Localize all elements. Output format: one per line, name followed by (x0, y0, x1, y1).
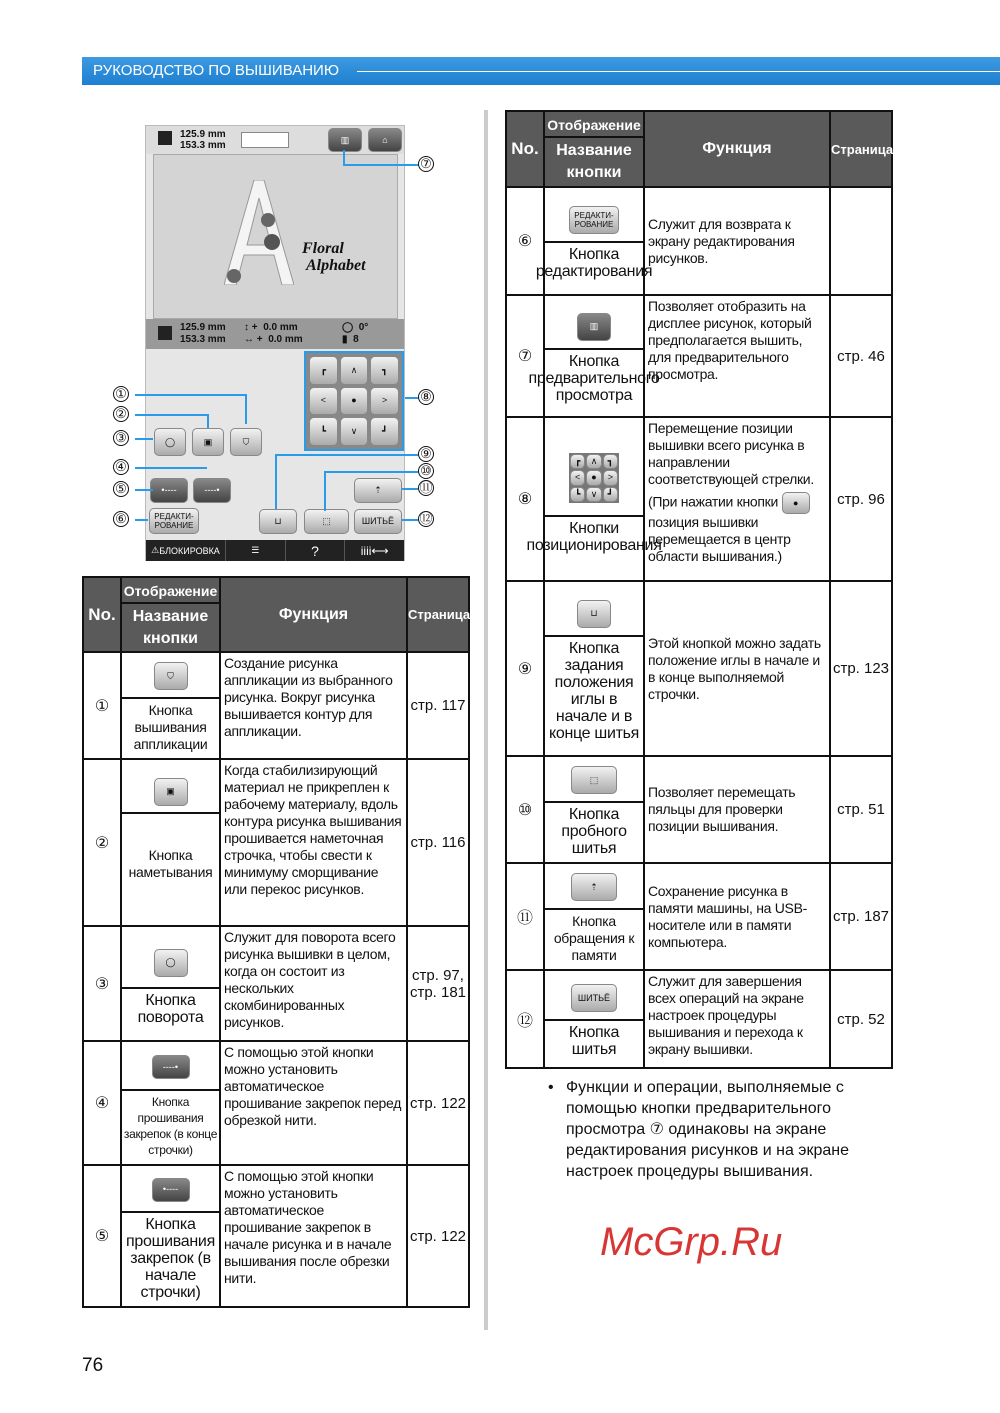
function-text: С помощью этой кнопки можно установить автоматическое прошивание закрепок в начале рисунка и в начале вышивания после обрезки нити. (220, 1165, 407, 1307)
memory-button[interactable]: ⇡ (354, 478, 402, 503)
page-ref: стр. 117 (407, 652, 469, 759)
positioning-pad (304, 351, 404, 451)
function-text (644, 417, 830, 581)
page-ref: стр. 122 (407, 1041, 469, 1165)
callout-line (135, 489, 153, 491)
banner-line (357, 71, 1000, 72)
callout-line (324, 471, 326, 511)
callout-4: ④ (113, 459, 129, 475)
sew-button[interactable]: ШИТЬЁ (354, 509, 402, 534)
button-cell (526, 417, 662, 581)
positioning-icon: ┏ ∧ ┓ < ● > ┗ ∨ ┛ (569, 453, 619, 503)
page-ref: стр. 46 (830, 295, 892, 417)
basting-button[interactable]: ▣ (192, 428, 224, 456)
button-name: Кнопка задания положения иглы в начале и в конце шитья (548, 639, 640, 742)
buttons-table-right (505, 110, 893, 1069)
page-ref: стр. 187 (830, 863, 892, 970)
function-text: Сохранение рисунка в памяти машины, на USB-носителе или в памяти компьютера. (644, 863, 830, 970)
preview-button[interactable]: ▥ (328, 128, 362, 152)
button-name: Кнопка редактирования (535, 246, 653, 280)
table-row (506, 970, 892, 1068)
callout-line (245, 394, 247, 424)
start-tack-button[interactable]: •---- (150, 478, 188, 503)
callout-5: ⑤ (113, 481, 129, 497)
button-name: Кнопка наметывания (128, 847, 213, 880)
column-divider (484, 110, 488, 1330)
end-tack-button[interactable]: ----• (193, 478, 231, 503)
callout-line (275, 454, 277, 509)
page-ref: стр. 51 (830, 756, 892, 863)
row-number: ⑫ (506, 970, 544, 1068)
move-up-left-button[interactable]: ┏ (309, 356, 338, 385)
table-row (506, 863, 892, 970)
callout-line (343, 164, 418, 166)
table-row (83, 926, 469, 1041)
button-cell (544, 863, 644, 970)
header-display: Отображение (122, 580, 219, 604)
note-text: Функции и операции, выполняемые с помощью кнопки предварительного просмотра ⑦ одинаковы на экране редактирования рисунков и на экране настроек процедуры вышивания. (566, 1079, 849, 1180)
page-ref: стр. 52 (830, 970, 892, 1068)
button-cell (535, 187, 653, 295)
function-text: Служит для возврата к экрану редактирования рисунков. (644, 187, 830, 295)
bar-size: 125.9 mm 153.3 mm (180, 322, 226, 345)
page-ref: стр. 122 (407, 1165, 469, 1307)
row-number: ⑪ (506, 863, 544, 970)
bullet: • (548, 1079, 554, 1096)
callout-line (402, 488, 418, 490)
start-tack-icon: •---- (152, 1178, 190, 1202)
table-row (83, 1041, 469, 1165)
row-number: ④ (83, 1041, 121, 1165)
function-text-main: Перемещение позиции вышивки всего рисунка в направлении соответствующей стрелки. (648, 420, 814, 487)
table-row (506, 187, 892, 295)
table-row (83, 759, 469, 926)
right-column (505, 110, 894, 1182)
header-name: Название кнопки (556, 142, 632, 181)
button-name: Кнопки позиционирования (526, 520, 662, 554)
button-cell (544, 970, 644, 1068)
button-name: Кнопка поворота (137, 991, 204, 1026)
header-page: Страница (830, 111, 892, 187)
button-cell (544, 581, 644, 756)
section-banner (82, 57, 1000, 85)
callout-8: ⑧ (418, 389, 434, 405)
function-text: Служит для поворота всего рисунка вышивки в целом, когда он состоит из нескольких скомбинированных рисунков. (220, 926, 407, 1041)
size-readout: 125.9 mm 153.3 mm (180, 129, 226, 151)
status-bar (146, 319, 404, 349)
table-row (506, 417, 892, 581)
table-row (506, 295, 892, 417)
page-number: 76 (82, 1355, 104, 1376)
callout-line (135, 394, 245, 396)
row-number: ⑦ (506, 295, 544, 417)
callout-3: ③ (113, 430, 129, 446)
screen-bottom-bar (146, 540, 404, 561)
edit-button[interactable]: РЕДАКТИ-РОВАНИЕ (149, 508, 199, 534)
edit-icon: РЕДАКТИ-РОВАНИЕ (569, 206, 619, 234)
trial-icon: ⬚ (571, 766, 617, 794)
move-right-button[interactable]: > (370, 387, 399, 416)
function-text-note: (При нажатии кнопки ● позиция вышивки перемещается в центр области вышивания.) (648, 492, 826, 565)
button-cell (528, 295, 660, 417)
design-text: Floral Alphabet (302, 240, 366, 274)
function-text: Создание рисунка аппликации из выбранного рисунка. Вокруг рисунка вышивается контур для аппликации. (220, 652, 407, 759)
function-text: Служит для завершения всех операций на экране настроек процедуры вышивания и перехода к экрану вышивки. (644, 970, 830, 1068)
callout-line (275, 454, 418, 456)
trial-button[interactable]: ⬚ (304, 509, 349, 534)
needle-position-icon: ⊔ (577, 600, 611, 628)
callout-line (324, 471, 418, 473)
callout-line (135, 467, 207, 469)
callout-6: ⑥ (113, 511, 129, 527)
move-down-left-button[interactable]: ┗ (309, 417, 338, 446)
button-cell (544, 756, 644, 863)
rotate-button[interactable]: ◯ (154, 428, 186, 456)
header-page: Страница (407, 577, 469, 652)
watermark: McGrp.Ru (600, 1220, 783, 1264)
row-number: ⑧ (506, 417, 544, 581)
lock-button[interactable]: ⚠ БЛОКИРОВКА (146, 540, 226, 561)
callout-11: ⑪ (419, 480, 433, 495)
row-number: ② (83, 759, 121, 926)
function-text: С помощью этой кнопки можно установить автоматическое прошивание закрепок перед обрезкой нити. (220, 1041, 407, 1165)
button-name: Кнопка пробного шитья (561, 806, 627, 857)
callout-line (343, 150, 345, 164)
callout-7: ⑦ (418, 156, 434, 172)
button-cell (121, 652, 220, 759)
row-number: ⑥ (506, 187, 544, 295)
callout-line (405, 397, 418, 399)
callout-line (135, 414, 207, 416)
button-cell (121, 1165, 220, 1307)
header-display-name (544, 111, 644, 187)
move-down-button[interactable]: ∨ (340, 417, 369, 446)
move-up-button[interactable]: ∧ (340, 356, 369, 385)
letter-a-design (224, 180, 294, 285)
applique-button[interactable]: ⛉ (230, 428, 262, 456)
button-name: Кнопка прошивания закрепок (в начале строчки) (126, 1215, 215, 1301)
needle-position-button[interactable]: ⊔ (259, 509, 297, 534)
design-preview (153, 154, 398, 319)
offset-readout: ↕ + 0.0 mm ↔ + 0.0 mm (244, 322, 303, 345)
callout-9: ⑨ (418, 446, 434, 462)
row-number: ⑩ (506, 756, 544, 863)
page-ref: стр. 97, стр. 181 (407, 926, 469, 1041)
page-ref (830, 187, 892, 295)
rotate-icon: ◯ (154, 949, 188, 977)
size-icon (158, 131, 172, 145)
button-name: Кнопка прошивания закрепок (в конце строчки) (123, 1094, 218, 1157)
move-up-right-button[interactable]: ┓ (370, 356, 399, 385)
button-name: Кнопка шитья (568, 1024, 620, 1058)
table-row (83, 652, 469, 759)
row-number: ① (83, 652, 121, 759)
function-text: Позволяет перемещать пяльцы для проверки позиции вышивания. (644, 756, 830, 863)
page-ref: стр. 116 (407, 759, 469, 926)
header-no: No. (506, 111, 544, 187)
header-name: Название кнопки (132, 607, 209, 647)
page-ref: стр. 96 (830, 417, 892, 581)
screen-top-bar (146, 126, 404, 154)
button-name: Кнопка предварительного просмотра (528, 352, 660, 404)
callout-10: ⑩ (418, 463, 434, 479)
button-cell (121, 759, 220, 926)
move-down-right-button[interactable]: ┛ (370, 417, 399, 446)
preview-icon: ▥ (577, 313, 611, 341)
button-cell (121, 1041, 220, 1165)
table-row (83, 1165, 469, 1307)
callout-line (402, 519, 418, 521)
page-ref: стр. 123 (830, 581, 892, 756)
basting-icon: ▣ (154, 778, 188, 806)
hoop-icon (241, 132, 289, 148)
header-function: Функция (644, 111, 830, 187)
bullet-note (548, 1077, 878, 1182)
help-button[interactable]: ? (286, 540, 346, 561)
header-display: Отображение (545, 114, 643, 138)
header-display-name (121, 577, 220, 652)
end-tack-icon: ----• (152, 1055, 190, 1079)
row-number: ③ (83, 926, 121, 1041)
memory-icon: ⇡ (571, 873, 617, 901)
buttons-table-left (82, 576, 470, 1308)
callout-line (207, 414, 209, 428)
callout-line (135, 438, 153, 440)
sew-icon: ШИТЬЁ (571, 984, 617, 1012)
function-text: Позволяет отобразить на дисплее рисунок, который предполагается вышить, для предварительного просмотра. (644, 295, 830, 417)
size-icon (158, 326, 172, 340)
move-left-button[interactable]: < (309, 387, 338, 416)
row-number: ⑨ (506, 581, 544, 756)
section-title: РУКОВОДСТВО ПО ВЫШИВАНИЮ (93, 62, 339, 79)
table-row (506, 581, 892, 756)
checklist-button[interactable]: ☰ (226, 540, 286, 561)
button-cell (121, 926, 220, 1041)
center-icon: ● (782, 492, 810, 514)
header-function: Функция (220, 577, 407, 652)
callout-12: ⑫ (419, 511, 433, 526)
function-text: Этой кнопкой можно задать положение иглы в начале и в конце выполняемой строчки. (644, 581, 830, 756)
table-row (506, 756, 892, 863)
row-number: ⑤ (83, 1165, 121, 1307)
header-no: No. (83, 577, 121, 652)
callout-line (135, 519, 148, 521)
applique-icon: ⛉ (154, 662, 188, 690)
thread-button[interactable]: iiii⟷ (360, 543, 389, 558)
home-button[interactable]: ⌂ (368, 128, 402, 152)
rotation-readout: ◯ 0° ▮ 8 (342, 322, 369, 345)
callout-2: ② (113, 406, 129, 422)
button-name: Кнопка вышивания аппликации (133, 701, 208, 752)
center-button[interactable]: ● (340, 387, 369, 416)
function-text: Когда стабилизирующий материал не прикреплен к рабочему материалу, вдоль контура рисунка вышивания прошивается наметочная строчка, чтобы свести к минимуму сморщивание или перекос рисунков. (220, 759, 407, 926)
callout-1: ① (113, 386, 129, 402)
button-name: Кнопка обращения к памяти (553, 913, 635, 963)
